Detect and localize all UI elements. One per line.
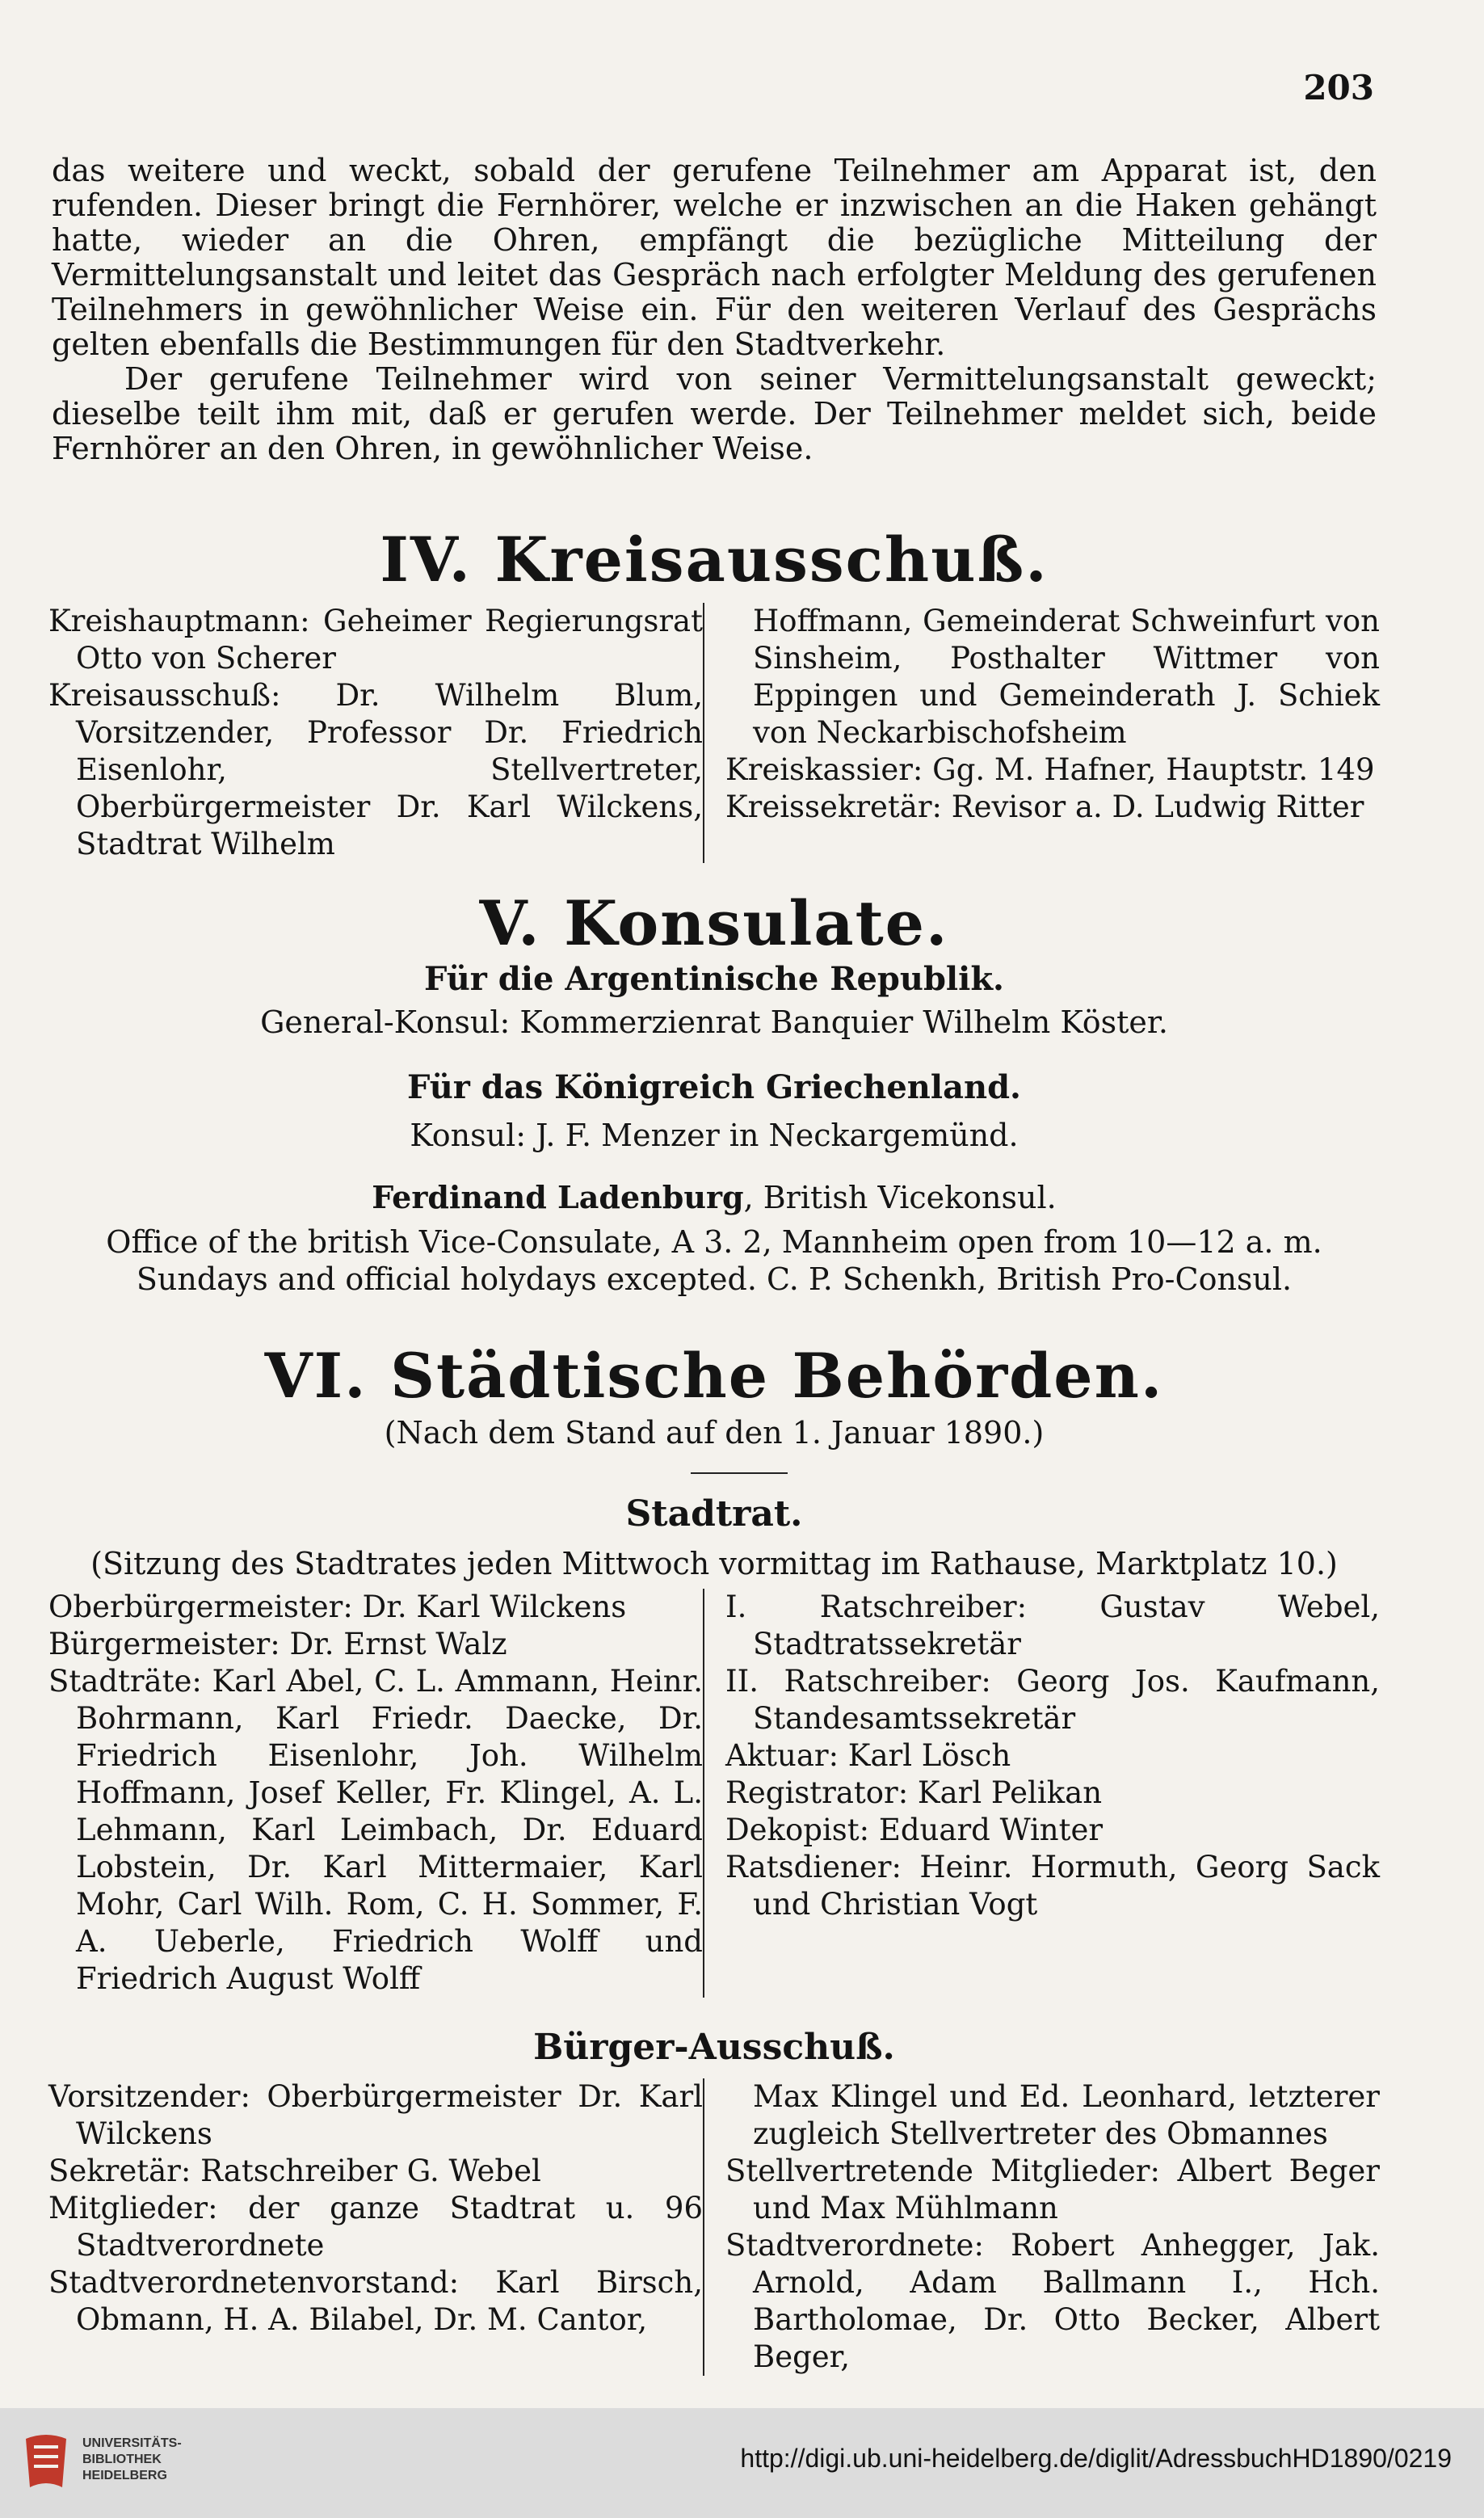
registrator-entry: Registrator: Karl Pelikan xyxy=(725,1775,1103,1810)
mitglieder-entry: Mitglieder: der ganze Stadtrat u. 96 Stadtverordnete xyxy=(48,2191,703,2263)
vorstand-continued: Max Klingel und Ed. Leonhard, letzterer zugleich Stellvertreter des Obmannes xyxy=(753,2079,1380,2151)
argentina-consul: General-Konsul: Kommerzienrat Banquier Wilhelm Köster. xyxy=(260,1004,1168,1040)
source-url-link[interactable]: http://digi.ub.uni-heidelberg.de/diglit/AdressbuchHD1890/0219 xyxy=(740,2444,1452,2473)
kreiskassier-entry: Kreiskassier: Gg. M. Hafner, Hauptstr. 149 xyxy=(725,752,1375,787)
university-library-logo-icon xyxy=(18,2431,74,2495)
stadtrat-columns xyxy=(48,1589,1381,1998)
british-office-line-2: Sundays and official holydays excepted. C. P. Schenkh, British Pro-Consul. xyxy=(136,1261,1293,1297)
british-vicekonsul xyxy=(52,1180,1377,1215)
aktuar-entry: Aktuar: Karl Lösch xyxy=(725,1738,1011,1773)
stadtrat-note: (Sitzung des Stadtrates jeden Mittwoch vormittag im Rathause, Marktplatz 10.) xyxy=(90,1546,1338,1581)
buerger-left-column xyxy=(48,2078,703,2376)
library-name-line-3: HEIDELBERG xyxy=(82,2469,167,2482)
buerger-ausschuss-columns xyxy=(48,2078,1381,2376)
kreisausschuss-continued: Hoffmann, Gemeinderat Schweinfurt von Sinsheim, Posthalter Wittmer von Eppingen und Gemeinderath J. Schiek von Neckarbischofsheim xyxy=(753,604,1380,750)
short-rule xyxy=(691,1472,788,1474)
intro-paragraph-1: das weitere und weckt, sobald der gerufene Teilnehmer am Apparat ist, den rufenden. Dieser bringt die Fernhörer, welche er inzwischen an die Haken gehängt hatte, wieder an die Ohren, empfängt die bezügliche Mitteilung der Vermittelungsanstalt und leitet das Gespräch nach erfolgter Meldung des gerufenen Teilnehmers in gewöhnlicher Weise ein. Für den weiteren Verlauf des Gesprächs gelten ebenfalls die Bestimmungen für den Stadtverkehr. xyxy=(52,153,1377,362)
stadtverordnetenvorstand-entry: Stadtverordnetenvorstand: Karl Birsch, Obmann, H. A. Bilabel, Dr. M. Cantor, xyxy=(48,2265,703,2337)
kreisausschuss-columns xyxy=(48,603,1381,863)
ratsdiener-entry: Ratsdiener: Heinr. Hormuth, Georg Sack und Christian Vogt xyxy=(725,1850,1380,1922)
library-name-line-2: BIBLIOTHEK xyxy=(82,2453,162,2466)
ratschreiber-2-entry: II. Ratschreiber: Georg Jos. Kaufmann, Standesamtssekretär xyxy=(725,1664,1380,1736)
british-vicekonsul-name: Ferdinand Ladenburg xyxy=(372,1179,744,1215)
argentina-heading: Für die Argentinische Republik. xyxy=(424,960,1004,998)
intro-paragraph-2: Der gerufene Teilnehmer wird von seiner Vermittelungsanstalt geweckt; dieselbe teilt ihm mit, daß er gerufen werde. Der Teilnehmer meldet sich, beide Fernhörer an den Ohren, in gewöhnlicher Weise. xyxy=(52,361,1377,466)
stadtrat-right-column xyxy=(704,1589,1380,1998)
intro-text xyxy=(52,154,1377,466)
british-vicekonsul-role: , British Vicekonsul. xyxy=(743,1180,1057,1215)
sekretaer-entry: Sekretär: Ratschreiber G. Webel xyxy=(48,2154,541,2188)
stadtrat-heading: Stadtrat. xyxy=(625,1493,803,1535)
stadtrat-left-column xyxy=(48,1589,703,1998)
footer-bar xyxy=(0,2408,1484,2518)
dekopist-entry: Dekopist: Eduard Winter xyxy=(725,1813,1104,1847)
kreisausschuss-left-column xyxy=(48,603,703,863)
kreishauptmann-entry: Kreishauptmann: Geheimer Regierungsrat Otto von Scherer xyxy=(48,604,703,676)
library-name-line-1: UNIVERSITÄTS- xyxy=(82,2436,182,2450)
british-office-line-1: Office of the british Vice-Consulate, A 3. 2, Mannheim open from 10—12 a. m. xyxy=(106,1224,1322,1260)
buerger-right-column xyxy=(704,2078,1380,2376)
section6-subtitle: (Nach dem Stand auf den 1. Januar 1890.) xyxy=(384,1415,1045,1451)
ratschreiber-1-entry: I. Ratschreiber: Gustav Webel, Stadtratssekretär xyxy=(725,1590,1380,1661)
stellvertretende-mitglieder-entry: Stellvertretende Mitglieder: Albert Beger und Max Mühlmann xyxy=(725,2154,1380,2225)
buerger-ausschuss-heading: Bürger-Ausschuß. xyxy=(533,2027,895,2068)
kreisausschuss-entry: Kreisausschuß: Dr. Wilhelm Blum, Vorsitzender, Professor Dr. Friedrich Eisenlohr, Stellvertreter, Oberbürgermeister Dr. Karl Wilckens, Stadtrat Wilhelm xyxy=(48,678,703,861)
library-name xyxy=(82,2436,182,2484)
greece-consul: Konsul: J. F. Menzer in Neckargemünd. xyxy=(410,1118,1019,1153)
section-title-staedtische-behoerden: VI. Städtische Behörden. xyxy=(264,1340,1164,1412)
vorsitzender-entry: Vorsitzender: Oberbürgermeister Dr. Karl Wilckens xyxy=(48,2079,703,2151)
stadtverordnete-entry: Stadtverordnete: Robert Anhegger, Jak. Arnold, Adam Ballmann I., Hch. Bartholomae, Dr. Otto Becker, Albert Beger, xyxy=(725,2228,1380,2374)
section-title-kreisausschuss: IV. Kreisausschuß. xyxy=(380,524,1049,596)
page-number: 203 xyxy=(1303,68,1374,107)
oberbuergermeister-entry: Oberbürgermeister: Dr. Karl Wilckens xyxy=(48,1590,627,1624)
stadtraete-entry: Stadträte: Karl Abel, C. L. Ammann, Heinr. Bohrmann, Karl Friedr. Daecke, Dr. Friedrich Eisenlohr, Joh. Wilhelm Hoffmann, Josef Keller, Fr. Klingel, A. L. Lehmann, Karl Leimbach, Dr. Eduard Lobstein, Dr. Karl Mittermaier, Karl Mohr, Carl Wilh. Rom, C. H. Sommer, F. A. Ueberle, Friedrich Wolff und Friedrich August Wolff xyxy=(48,1664,703,1996)
kreissekretaer-entry: Kreissekretär: Revisor a. D. Ludwig Ritter xyxy=(725,790,1364,824)
greece-heading: Für das Königreich Griechenland. xyxy=(407,1068,1021,1106)
kreisausschuss-right-column xyxy=(704,603,1380,863)
buergermeister-entry: Bürgermeister: Dr. Ernst Walz xyxy=(48,1627,507,1661)
section-title-konsulate: V. Konsulate. xyxy=(479,887,949,959)
